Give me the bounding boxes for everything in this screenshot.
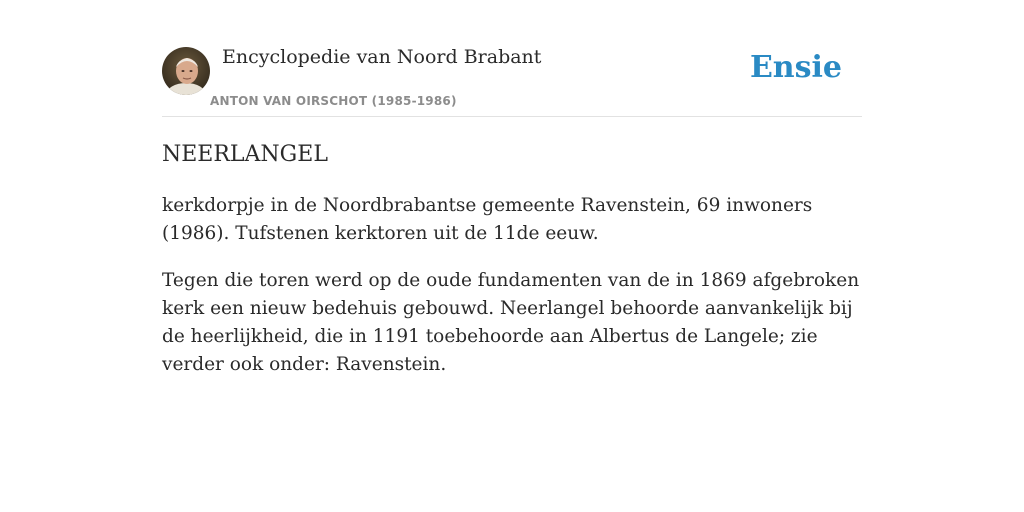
paragraph: Tegen die toren werd op de oude fundamenten van de in 1869 afgebroken kerk een nieuw bedehuis gebouwd. Neerlangel behoorde aanvankelijk bij de heerlijkheid, die in 1191 toebehoorde aan Albertus de Langele; zie verder ook onder: Ravenstein.: [162, 270, 860, 375]
brand-logo[interactable]: Ensie: [749, 50, 842, 85]
paragraph: kerkdorpje in de Noordbrabantse gemeente Ravenstein, 69 inwoners (1986). Tufstenen kerktoren uit de 11de eeuw.: [162, 195, 813, 244]
author-name[interactable]: ANTON VAN OIRSCHOT (1985-1986): [210, 94, 457, 108]
document: [162, 0, 862, 375]
source-title[interactable]: Encyclopedie van Noord Brabant: [222, 46, 542, 68]
header: [162, 0, 862, 117]
headword: NEERLANGEL: [162, 142, 328, 167]
author-avatar[interactable]: [162, 47, 210, 95]
author-portrait-icon: [162, 47, 210, 95]
